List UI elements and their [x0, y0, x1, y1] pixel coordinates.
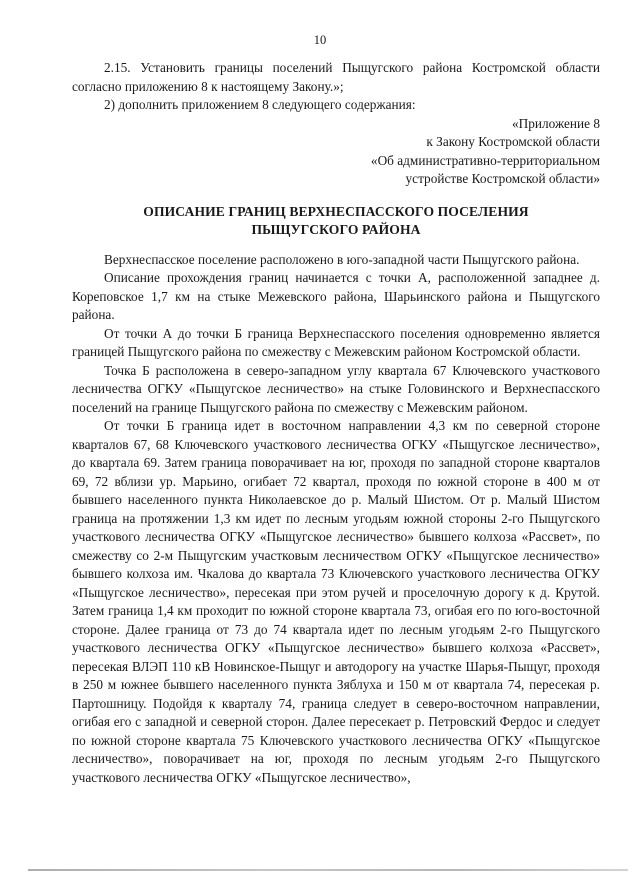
- appendix-line-2: к Закону Костромской области: [426, 134, 600, 149]
- appendix-header: [72, 115, 600, 189]
- page-number: 10: [313, 33, 327, 47]
- heading-line-2: ПЫЩУГСКОГО РАЙОНА: [251, 221, 421, 237]
- scan-bottom-edge: [28, 869, 628, 871]
- appendix-line-1: «Приложение 8: [512, 115, 600, 131]
- appendix-line-3: «Об административно-территориальном: [370, 152, 600, 168]
- paragraph-boundary-description: От точки Б граница идет в восточном направлении 4,3 км по северной стороне кварталов 67, 68 Ключевского участкового лесничества ОГКУ «Пыщугское лесничество», до квартала 69. Затем граница поворачивает на юг, проходя по западной стороне кварталов 69, 72 вблизи ур. Марьино, огибает 72 квартал, проходя по южной стороне в 400 м от бывшего населенного пункта Николаевское до р. Малый Шистом. От р. Малый Шистом граница на протяжении 1,3 км идет по лесным угодьям южной стороны 2-го Пыщугского участкового лесничества ОГКУ «Пыщугское лесничество» бывшего колхоза «Рассвет», по смежеству со 2-м Пыщугским участковым лесничеством ОГКУ «Пыщугское лесничество» бывшего колхоза им. Чкалова до квартала 73 Ключевского участкового лесничества ОГКУ «Пыщугское лесничество», пересекая при этом ручей и проселочную дорогу к д. Крутой. Затем граница 1,4 км проходит по южной стороне квартала 73, огибая его по юго-восточной стороне. Далее граница от 73 до 74 квартала идет по лесным угодьям 2-го Пыщугского участкового лесничества ОГКУ «Пыщугское лесничество» бывшего колхоза «Рассвет», пересекая ВЛЭП 110 кВ Новинское-Пыщуг и автодорогу на участке Шарья-Пыщуг, проходя в 250 м южнее бывшего населенного пункта Зяблуха и 150 м от квартала 74, пересекая р. Партошницу. Подойдя к кварталу 74, граница следует в северо-восточном направлении, огибая его с западной и северной сторон. Далее пересекает р. Петровский Фердос и следует по южной стороне квартала 75 Ключевского участкового лесничества ОГКУ «Пыщугское лесничество», поворачивает на юг, проходя по лесным угодьям 2-го Пыщугского участкового лесничества ОГКУ «Пыщугское лесничество»,: [72, 418, 600, 785]
- heading-line-1: ОПИСАНИЕ ГРАНИЦ ВЕРХНЕСПАССКОГО ПОСЕЛЕНИЯ: [143, 203, 529, 219]
- paragraph-a-to-b: От точки А до точки Б граница Верхнеспасского поселения одновременно является границей Пыщугского района по смежеству с Межевским районом Костромской области.: [72, 325, 600, 359]
- page-content: [72, 59, 600, 787]
- paragraph-point-b: Точка Б расположена в северо-западном углу квартала 67 Ключевского участкового лесничества ОГКУ «Пыщугское лесничество» на стыке Головинского и Верхнеспасского поселений на границе Пыщугского района по смежеству с Межевским районом.: [72, 362, 600, 415]
- paragraph-start-point: Описание прохождения границ начинается с точки А, расположенной западнее д. Кореповское 1,7 км на стыке Межевского района, Шарьинского района и Пыщугского района.: [72, 270, 600, 322]
- appendix-line-4: устройстве Костромской области»: [405, 171, 600, 186]
- paragraph-location: Верхнеспасское поселение расположено в юго-западной части Пыщугского района.: [104, 251, 580, 267]
- clause-2-15: 2.15. Установить границы поселений Пыщугского района Костромской области согласно приложению 8 к настоящему Закону.»;: [72, 60, 600, 94]
- item-2: 2) дополнить приложением 8 следующего содержания:: [104, 97, 416, 112]
- section-heading: [72, 203, 600, 239]
